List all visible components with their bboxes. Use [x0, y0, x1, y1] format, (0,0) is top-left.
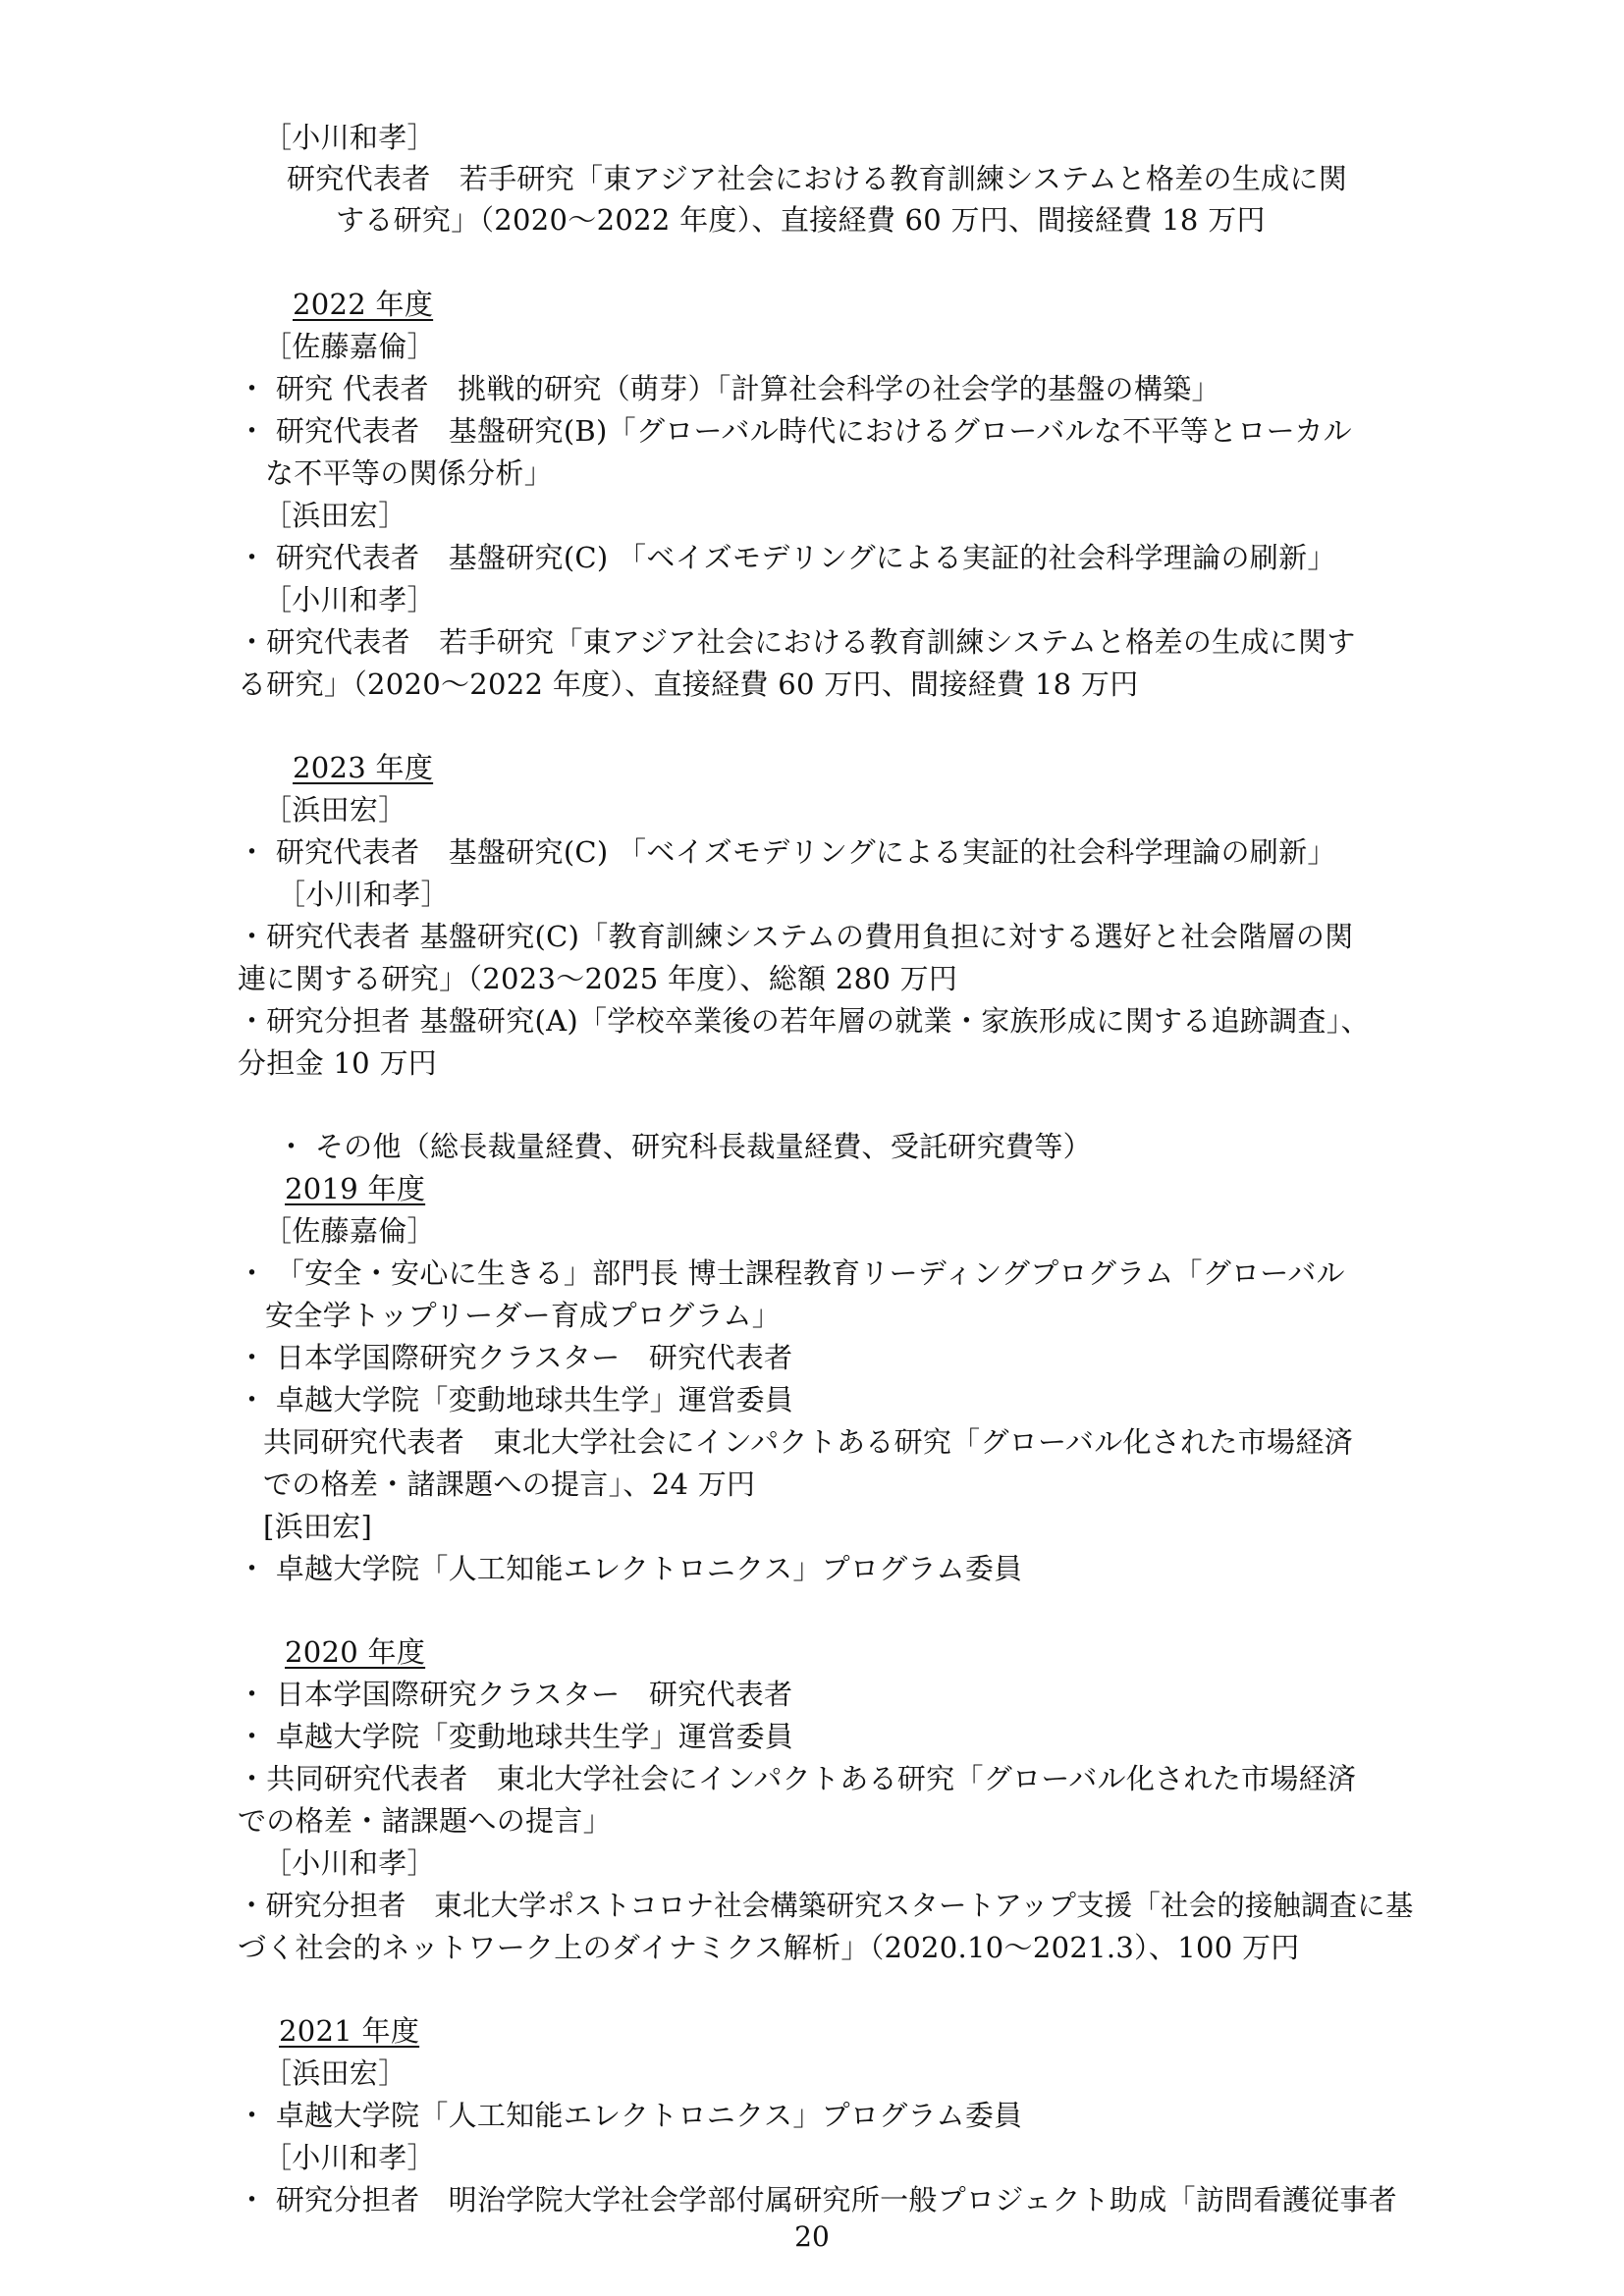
- grant-entry-cont: る研究」（2020～2022 年度）、直接経費 60 万円、間接経費 18 万円: [238, 667, 1139, 701]
- grant-entry: ・研究代表者 基盤研究(C)「教育訓練システムの費用負担に対する選好と社会階層の関: [238, 920, 1354, 953]
- author-heading: ［浜田宏］: [263, 793, 407, 827]
- author-heading: ［小川和孝］: [263, 583, 436, 616]
- grant-entry: ・ 日本学国際研究クラスター 研究代表者: [238, 1341, 793, 1374]
- section-heading-other: ・ その他（総長裁量経費、研究科長裁量経費、受託研究費等）: [277, 1130, 1092, 1163]
- grant-entry-cont: 連に関する研究」（2023～2025 年度）、総額 280 万円: [238, 962, 958, 995]
- author-heading: ［浜田宏］: [263, 499, 407, 532]
- grant-entry: ・研究代表者 若手研究「東アジア社会における教育訓練システムと格差の生成に関す: [238, 625, 1356, 659]
- grant-entry: ・ 卓越大学院「変動地球共生学」運営委員: [238, 1383, 794, 1416]
- author-heading: ［小川和孝］: [263, 121, 436, 154]
- grant-entry-cont: な不平等の関係分析」: [265, 456, 554, 490]
- grant-entry: ・研究分担者 東北大学ポストコロナ社会構築研究スタートアップ支援「社会的接触調査に基: [238, 1889, 1414, 1922]
- author-heading: ［佐藤嘉倫］: [263, 330, 436, 363]
- year-heading-2020: 2020 年度: [285, 1635, 426, 1669]
- author-heading: ［小川和孝］: [277, 878, 450, 911]
- grant-entry: ・ 卓越大学院「人工知能エレクトロニクス」プログラム委員: [238, 1552, 1023, 1585]
- grant-entry-cont: づく社会的ネットワーク上のダイナミクス解析」（2020.10～2021.3）、100 万円: [238, 1931, 1300, 1964]
- grant-entry: ・ 日本学国際研究クラスター 研究代表者: [238, 1678, 793, 1711]
- author-heading: [浜田宏]: [263, 1510, 373, 1543]
- grant-entry-cont: 分担金 10 万円: [238, 1046, 438, 1080]
- grant-entry: ・ 研究代表者 基盤研究(B)「グローバル時代におけるグローバルな不平等とローカル: [238, 414, 1352, 448]
- grant-entry: ・ 卓越大学院「変動地球共生学」運営委員: [238, 1720, 794, 1753]
- year-heading-2023: 2023 年度: [293, 751, 434, 784]
- grant-entry: ・ 研究代表者 基盤研究(C) 「ベイズモデリングによる実証的社会科学理論の刷新」: [238, 541, 1336, 574]
- grant-entry: ・ 「安全・安心に生きる」部門長 博士課程教育リーディングプログラム「グローバル: [238, 1256, 1345, 1290]
- grant-entry: 共同研究代表者 東北大学社会にインパクトある研究「グローバル化された市場経済: [263, 1425, 1353, 1459]
- author-heading: ［小川和孝］: [263, 1846, 436, 1880]
- year-heading-2019: 2019 年度: [285, 1172, 426, 1205]
- page-number: 20: [794, 2220, 830, 2253]
- grant-entry: ・ 研究 代表者 挑戦的研究（萌芽）「計算社会科学の社会学的基盤の構築」: [238, 372, 1220, 405]
- author-heading: ［小川和孝］: [263, 2141, 436, 2174]
- author-heading: ［浜田宏］: [263, 2056, 407, 2090]
- grant-entry-cont: 安全学トップリーダー育成プログラム」: [265, 1299, 782, 1332]
- author-heading: ［佐藤嘉倫］: [263, 1214, 436, 1248]
- year-heading-2021: 2021 年度: [279, 2014, 420, 2048]
- grant-entry: 研究代表者 若手研究「東アジア社会における教育訓練システムと格差の生成に関: [287, 162, 1348, 195]
- grant-entry: ・ 研究分担者 明治学院大学社会学部付属研究所一般プロジェクト助成「訪問看護従事者: [238, 2183, 1397, 2216]
- grant-entry-cont: する研究」（2020～2022 年度）、直接経費 60 万円、間接経費 18 万円: [336, 203, 1266, 237]
- grant-entry: ・共同研究代表者 東北大学社会にインパクトある研究「グローバル化された市場経済: [238, 1762, 1357, 1795]
- grant-entry: ・研究分担者 基盤研究(A)「学校卒業後の若年層の就業・家族形成に関する追跡調査」、: [238, 1004, 1370, 1038]
- grant-entry: ・ 卓越大学院「人工知能エレクトロニクス」プログラム委員: [238, 2099, 1023, 2132]
- grant-entry: ・ 研究代表者 基盤研究(C) 「ベイズモデリングによる実証的社会科学理論の刷新」: [238, 835, 1336, 869]
- grant-entry-cont: での格差・諸課題への提言」: [238, 1804, 612, 1838]
- year-heading-2022: 2022 年度: [293, 288, 434, 321]
- grant-entry-cont: での格差・諸課題への提言」、24 万円: [263, 1468, 756, 1501]
